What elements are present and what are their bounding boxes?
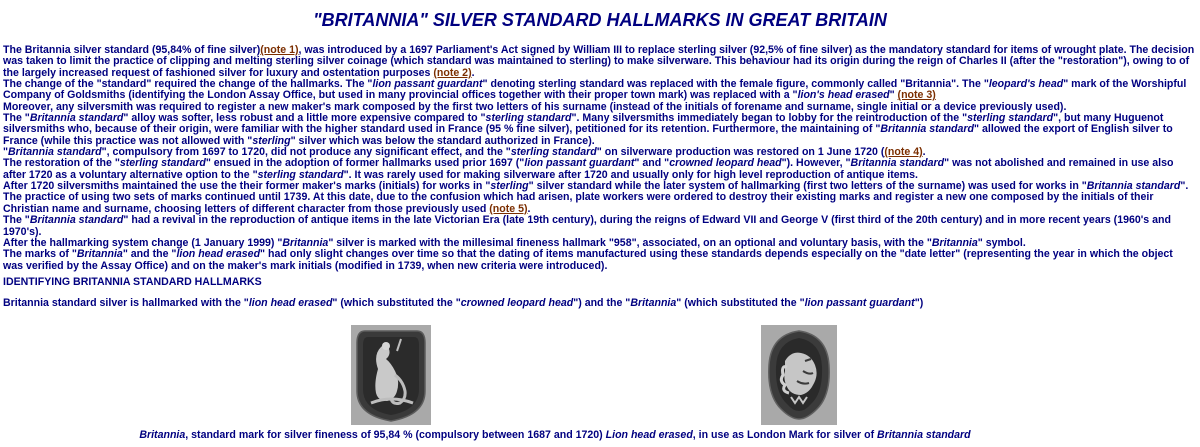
image-caption: Britannia, standard mark for silver fineness of 95,84 % (compulsory between 1687 and 1720) Lion head erased, in use as London Mark for silver of Britannia standard	[139, 429, 971, 441]
britannia-mark-illustration	[351, 325, 431, 425]
note-3-link[interactable]: (note 3)	[897, 89, 936, 102]
paragraph: The Britannia silver standard (95,84% of fine silver)(note 1), was introduced by a 1697 Parliament's Act signed by William III to replace sterling silver (92,5% of fine silver) as the mandatory standard for items of wrought plate. The decision was taken to limit the practice of clipping and melting sterling silver coinage (which standard was maintained to sterling) to make silverware. This behaviour had its origin during the reign of Charles II (after the "restoration"), owing to of the largely increased request of fashioned silver for luxury and ostentation purposes (note 2).	[3, 44, 1195, 79]
paragraph: The marks of "Britannia" and the "lion head erased" had only slight changes over time so that the dating of items manufactured using these standards depends especially on the "date letter" (representing the year in which the object was verified by the Assay Office) and on the maker's mark initials (modified in 1739, when new criteria were introduced).	[3, 248, 1173, 272]
paragraph: Moreover, any silversmith was required to register a new maker's mark composed by the first two letters of his surname (instead of the initials of forename and surname, single initial or a device previously used).	[3, 100, 1067, 113]
section-text: Britannia standard silver is hallmarked with the "lion head erased" (which substituted the "crowned leopard head") and the "Britannia" (which substituted the "lion passant guardant")	[3, 297, 924, 309]
paragraph: After the hallmarking system change (1 January 1999) "Britannia" silver is marked with the millesimal fineness hallmark "958", associated, on an optional and voluntary basis, with the "Britannia" symbol.	[3, 236, 1026, 249]
section-heading: IDENTIFYING BRITANNIA STANDARD HALLMARKS	[3, 276, 262, 288]
paragraph: The restoration of the "sterling standard" ensued in the adoption of former hallmarks used prior 1697 ("lion passant guardant" and "crowned leopard head"). However, "Britannia standard" was not abolished and remained in use also after 1720 as a voluntary alternative option to the "sterling standard". It was rarely used for making silverware after 1720 and usually only for high level reproduction of antique items.	[3, 157, 1174, 181]
note-2-link[interactable]: (note 2)	[433, 66, 472, 79]
paragraph: "Britannia standard", compulsory from 1697 to 1720, did not produce any significant effect, and the "sterling standard" on silverware production was restored on 1 June 1720 ((note 4).	[3, 146, 926, 159]
lion-head-mark-illustration	[761, 325, 837, 425]
page-title: "BRITANNIA" SILVER STANDARD HALLMARKS IN GREAT BRITAIN	[313, 10, 887, 30]
paragraph: After 1720 silversmiths maintained the use the their former maker's marks (initials) for works in "sterling" silver standard while the later system of hallmarking (first two letters of the surname) was used for works in "Britannia standard".	[3, 180, 1189, 193]
lion-head-erased-hallmark-image	[761, 325, 837, 425]
paragraph: The change of the "standard" required the change of the hallmarks. The "lion passant guardant" denoting sterling standard was replaced with the female figure, commonly called "Britannia". The "leopard's head" mark of the Worshipful Company of Goldsmiths (identifying the London Assay Office, but used in many provincial offices together with their proper town mark) was replaced with a "lion's head erased" (note 3)	[3, 78, 1187, 102]
note-5-link[interactable]: (note 5)	[489, 202, 528, 215]
paragraph: The "Britannia standard" had a revival in the reproduction of antique items in the late Victorian Era (late 19th century), during the reigns of Edward VII and George V (first third of the 20th century) and in more recent years (1960's and 1970's).	[3, 214, 1171, 238]
britannia-hallmark-image	[351, 325, 431, 425]
note-1-link[interactable]: (note 1)	[260, 44, 299, 56]
intro-text	[3, 45, 1195, 272]
paragraph: The practice of using two sets of marks continued until 1739. At this date, due to the confusion which had arisen, plate workers were ordered to destroy their existing marks and register a new one composed by the initials of their Christian name and surname, choosing letters of different character from those previously used (note 5).	[3, 191, 1154, 215]
paragraph: The "Britannia standard" alloy was softer, less robust and a little more expensive compared to "sterling standard". Many silversmiths immediately began to lobby for the reintroduction of the "sterling standard", but many Huguenot silversmiths who, because of their origin, were familiar with the higher standard used in France (95 % fine silver), petitioned for its retention. Furthermore, the maintaining of "Britannia standard" allowed the export of English silver to France (while this practice was not allowed with "sterling" silver which was below the standard authorized in France).	[3, 112, 1173, 147]
note-4-link[interactable]: (note 4)	[884, 146, 923, 159]
